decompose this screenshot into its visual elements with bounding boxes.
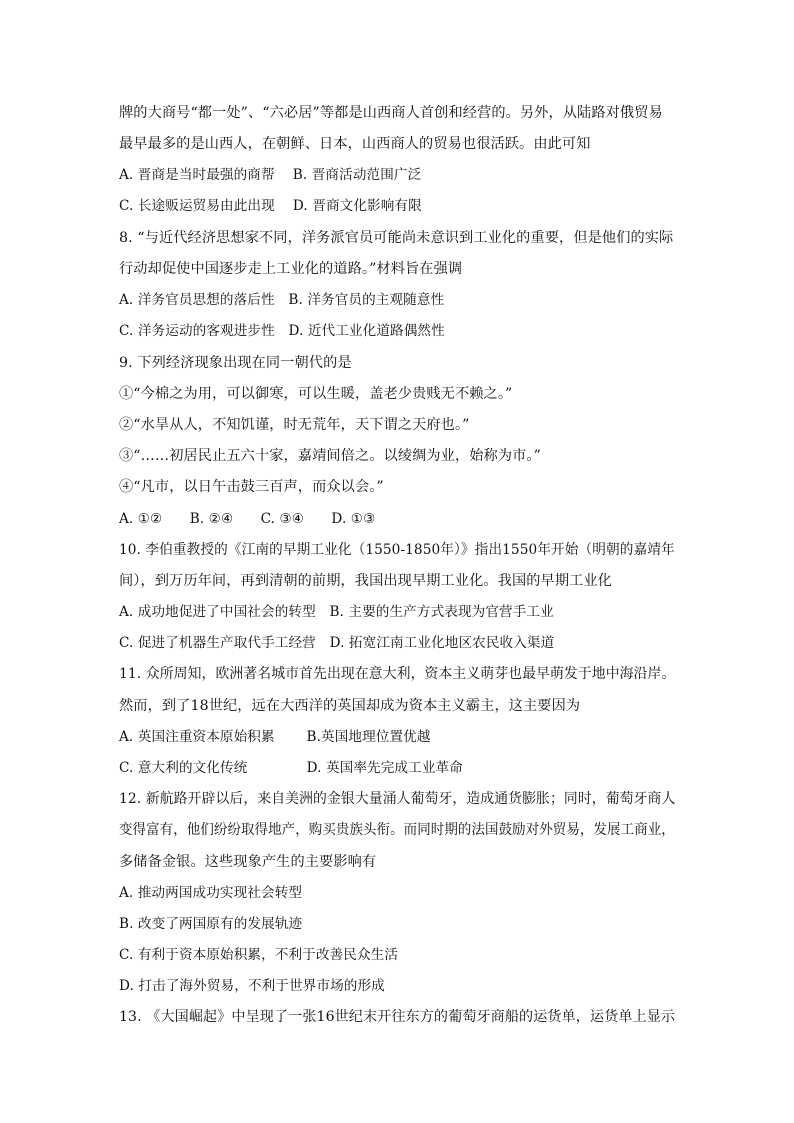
- question-9: 9. 下列经济现象出现在同一朝代的是: [119, 355, 352, 371]
- text-line: ②“水旱从人，不知饥谨，时无荒年，天下谓之天府也。”: [119, 417, 470, 433]
- text-line: 最早最多的是山西人，在朝鲜、日本，山西商人的贸易也很活跃。由此可知: [119, 136, 591, 152]
- question-13: 13. 《大国崛起》中呈现了一张16世纪末开往东方的葡萄牙商船的运货单，运货单上显示: [119, 1009, 676, 1025]
- question-12: 12. 新航路开辟以后，来自美洲的金银大量涌人葡萄牙，造成通货膨胀；同时，葡萄牙商人: [119, 791, 676, 807]
- option-line: C. 有利于资本原始积累，不利于改善民众生活: [119, 947, 399, 963]
- option-line: B. 改变了两国原有的发展轨迹: [119, 916, 303, 932]
- text-line: 行动却促使中国逐步走上工业化的道路。”材料旨在强调: [119, 261, 463, 277]
- option-line: C. 长途贩运贸易由此出现 D. 晋商文化影响有限: [119, 198, 422, 214]
- text-line: 间），到万历年间，再到清朝的前期，我国出现早期工业化。我国的早期工业化: [119, 573, 612, 589]
- option-line: C. 洋务运动的客观进步性 D. 近代工业化道路偶然性: [119, 323, 445, 339]
- text-line: ①“今棉之为用，可以御寒，可以生暖，盖老少贵贱无不赖之。”: [119, 386, 513, 402]
- question-11: 11. 众所周知，欧洲著名城市首先出现在意大利，资本主义萌芽也最早萌发于地中海沿岸。: [119, 666, 676, 682]
- question-8: 8. “与近代经济思想家不同，洋务派官员可能尚未意识到工业化的重要，但是他们的实际: [119, 230, 674, 246]
- option-line: C. 意大利的文化传统 D. 英国率先完成工业革命: [119, 760, 463, 776]
- option-line: A. 成功地促进了中国社会的转型 B. 主要的生产方式表现为官营手工业: [119, 604, 554, 620]
- text-line: 牌的大商号“都一处”、“六必居”等都是山西商人首创和经营的。另外，从陆路对俄贸易: [119, 105, 663, 121]
- text-line: 然而，到了18世纪，远在大西洋的英国却成为资本主义霸主，这主要因为: [119, 698, 581, 714]
- text-line: 变得富有，他们纷纷取得地产，购买贵族头衔。而同时期的法国鼓励对外贸易，发展工商业，: [119, 822, 675, 838]
- option-line: A. 推动两国成功实现社会转型: [119, 885, 303, 901]
- text-line: ④“凡市，以日午击鼓三百声，而众以会。”: [119, 479, 384, 495]
- question-10: 10. 李伯重教授的《江南的早期工业化（1550-1850年）》指出1550年开始（明朝的嘉靖年: [119, 542, 675, 558]
- option-line: D. 打击了海外贸易，不利于世界市场的形成: [119, 978, 385, 994]
- option-line: A. 晋商是当时最强的商帮 B. 晋商活动范围广泛: [119, 167, 422, 183]
- option-line: A. 洋务官员思想的落后性 B. 洋务官员的主观随意性: [119, 292, 445, 308]
- option-line: A. 英国注重资本原始积累 B.英国地理位置优越: [119, 729, 431, 745]
- text-line: 多储备金银。这些现象产生的主要影响有: [119, 854, 377, 870]
- option-line: A. ①② B. ②④ C. ③④ D. ①③: [119, 511, 376, 527]
- option-line: C. 促进了机器生产取代手工经营 D. 拓宽江南工业化地区农民收入渠道: [119, 635, 555, 651]
- text-line: ③“……初居民止五六十家，嘉靖间倍之。以绫绸为业，始称为市。”: [119, 448, 541, 464]
